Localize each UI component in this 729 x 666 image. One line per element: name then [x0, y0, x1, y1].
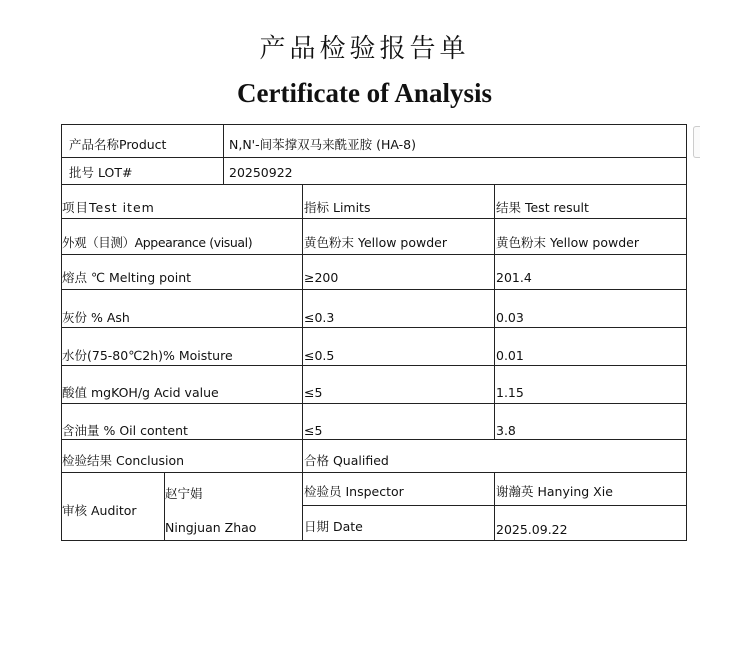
conclusion-label: 检验结果 Conclusion — [62, 453, 185, 468]
auditor-label: 审核 Auditor — [62, 503, 137, 518]
grid-h-line — [61, 403, 686, 404]
lot-value: 20250922 — [229, 165, 293, 180]
document-title-cn: 产品检验报告单 — [259, 34, 470, 64]
document-title-en: Certificate of Analysis — [237, 78, 492, 108]
header-result: 结果 Test result — [496, 200, 589, 215]
grid-v-line — [494, 472, 495, 540]
inspector-value: 谢瀚英 Hanying Xie — [496, 484, 613, 499]
test-result-cell: 0.01 — [496, 348, 524, 363]
grid-h-line — [61, 218, 686, 219]
product-value: N,N'-间苯撑双马来酰亚胺 (HA-8) — [229, 137, 416, 152]
grid-h-line — [61, 254, 686, 255]
grid-v-line — [164, 472, 165, 540]
grid-h-line — [61, 327, 686, 328]
side-scroll-tab[interactable] — [693, 126, 700, 158]
test-item-cell: 熔点 ℃ Melting point — [62, 270, 192, 285]
test-limits-cell: 黄色粉末 Yellow powder — [304, 235, 447, 250]
grid-v-line — [302, 184, 303, 540]
product-label: 产品名称Product — [69, 137, 167, 152]
grid-h-line — [61, 365, 686, 366]
test-limits-cell: ≤0.3 — [304, 310, 335, 325]
header-limits: 指标 Limits — [304, 200, 371, 215]
auditor-name-cn: 赵宁娟 — [165, 486, 203, 501]
date-value: 2025.09.22 — [496, 522, 568, 537]
auditor-name-en: Ningjuan Zhao — [165, 520, 257, 535]
test-limits-cell: ≤0.5 — [304, 348, 335, 363]
test-item-cell: 含油量 % Oil content — [62, 423, 188, 438]
grid-v-line — [61, 124, 62, 541]
test-limits-cell: ≥200 — [304, 270, 339, 285]
grid-h-line — [61, 472, 686, 473]
grid-v-line — [494, 184, 495, 439]
test-limits-cell: ≤5 — [304, 423, 323, 438]
grid-h-line — [61, 289, 686, 290]
grid-h-line — [61, 540, 686, 541]
test-item-cell: 灰份 % Ash — [62, 310, 130, 325]
date-label: 日期 Date — [304, 519, 363, 534]
test-result-cell: 201.4 — [496, 270, 532, 285]
test-item-cell: 酸值 mgKOH/g Acid value — [62, 385, 219, 400]
grid-v-line — [223, 124, 224, 184]
grid-v-line — [686, 124, 687, 541]
header-item: 项目Test item — [62, 200, 155, 215]
grid-h-line — [61, 439, 686, 440]
test-result-cell: 黄色粉末 Yellow powder — [496, 235, 639, 250]
lot-label: 批号 LOT# — [69, 165, 133, 180]
test-result-cell: 3.8 — [496, 423, 516, 438]
test-result-cell: 0.03 — [496, 310, 524, 325]
test-item-cell: 外观（目测）Appearance (visual) — [62, 235, 253, 250]
test-result-cell: 1.15 — [496, 385, 524, 400]
inspector-label: 检验员 Inspector — [304, 484, 404, 499]
grid-h-line — [61, 157, 686, 158]
conclusion-value: 合格 Qualified — [304, 453, 389, 468]
test-item-cell: 水份(75-80℃2h)% Moisture — [62, 348, 233, 363]
grid-h-line — [61, 184, 686, 185]
test-limits-cell: ≤5 — [304, 385, 323, 400]
grid-h-line — [61, 124, 686, 125]
